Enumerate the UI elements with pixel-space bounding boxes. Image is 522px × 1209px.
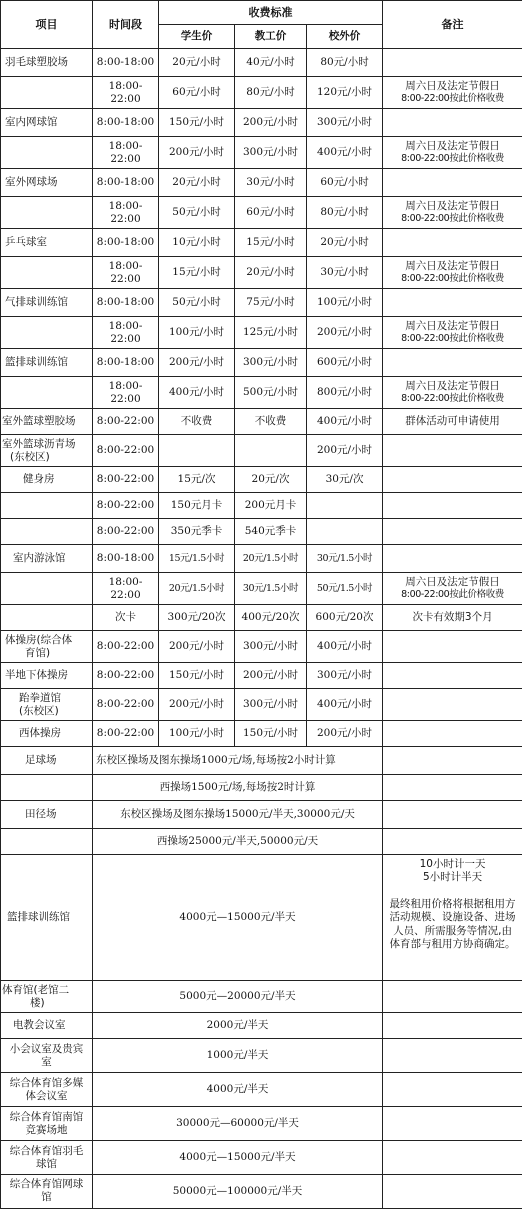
row-outside: 200元/小时 <box>307 317 383 349</box>
row-note <box>383 663 522 689</box>
row-time: 18:00-22:00 <box>93 317 159 349</box>
row-note <box>383 137 522 169</box>
row-name <box>1 1073 93 1107</box>
table-row <box>1 229 522 257</box>
table-row <box>1 981 522 1013</box>
row-time: 18:00-22:00 <box>93 197 159 229</box>
name-line-2: 馆 <box>2 1191 91 1204</box>
row-student: 150元/小时 <box>159 663 235 689</box>
row-time: 18:00-22:00 <box>93 137 159 169</box>
table-row <box>1 257 522 289</box>
row-staff: 300元/小时 <box>235 689 307 721</box>
row-outside: 30元/1.5小时 <box>307 545 383 573</box>
header-note: 备注 <box>383 1 522 49</box>
row-outside: 600元/20次 <box>307 605 383 631</box>
row-staff: 500元/小时 <box>235 377 307 409</box>
table-row <box>1 289 522 317</box>
row-staff: 20元/小时 <box>235 257 307 289</box>
row-note <box>383 1175 522 1209</box>
row-staff: 125元/小时 <box>235 317 307 349</box>
row-student: 50元/小时 <box>159 197 235 229</box>
note-line-1: 周六日及法定节假日 <box>384 380 521 393</box>
row-outside: 200元/小时 <box>307 721 383 747</box>
row-name <box>1 317 93 349</box>
row-time: 8:00-22:00 <box>93 519 159 545</box>
row-name: 足球场 <box>1 747 93 775</box>
row-time: 8:00-18:00 <box>93 545 159 573</box>
note-line-3: 最终租用价格将根据租用方活动规模、设施设备、进场人员、所需服务等情况,由体育部与租用方协商确定。 <box>389 898 516 951</box>
row-note <box>383 981 522 1013</box>
row-staff: 150元/小时 <box>235 721 307 747</box>
row-outside: 60元/小时 <box>307 169 383 197</box>
row-note <box>383 109 522 137</box>
row-staff: 300元/小时 <box>235 349 307 377</box>
row-student: 100元/小时 <box>159 721 235 747</box>
name-line-2: 球馆 <box>2 1158 91 1171</box>
row-staff: 20元/次 <box>235 467 307 493</box>
header-fee: 收费标准 <box>159 1 383 25</box>
row-outside: 50元/1.5小时 <box>307 573 383 605</box>
name-line-2: 室 <box>2 1056 91 1069</box>
row-name: 室内游泳馆 <box>1 545 93 573</box>
row-student: 400元/小时 <box>159 377 235 409</box>
row-name <box>1 519 93 545</box>
row-note <box>383 289 522 317</box>
note-line-1: 周六日及法定节假日 <box>384 140 521 153</box>
note-line-2: 8:00-22:00按此价格收费 <box>384 589 521 601</box>
row-student: 15元/小时 <box>159 257 235 289</box>
row-staff: 40元/小时 <box>235 49 307 77</box>
row-student <box>159 435 235 467</box>
row-note <box>383 1013 522 1039</box>
header-time: 时间段 <box>93 1 159 49</box>
row-student: 20元/小时 <box>159 169 235 197</box>
row-student: 200元/小时 <box>159 689 235 721</box>
row-staff: 60元/小时 <box>235 197 307 229</box>
table-row <box>1 1141 522 1175</box>
table-row <box>1 573 522 605</box>
row-name: 室外篮球塑胶场 <box>1 409 93 435</box>
row-name: 室内网球馆 <box>1 109 93 137</box>
table-row <box>1 377 522 409</box>
row-name: 电教会议室 <box>1 1013 93 1039</box>
row-outside: 400元/小时 <box>307 631 383 663</box>
row-time: 8:00-18:00 <box>93 109 159 137</box>
row-staff: 200元/小时 <box>235 663 307 689</box>
row-note <box>383 545 522 573</box>
row-student: 200元/小时 <box>159 349 235 377</box>
row-student: 50元/小时 <box>159 289 235 317</box>
header-staff: 教工价 <box>235 25 307 49</box>
row-name: 乒乓球室 <box>1 229 93 257</box>
row-time: 8:00-22:00 <box>93 689 159 721</box>
row-student: 200元/小时 <box>159 137 235 169</box>
table-row <box>1 801 522 829</box>
table-row <box>1 519 522 545</box>
row-fee: 西操场1500元/场,每场按2时计算 <box>93 775 383 801</box>
row-time: 8:00-22:00 <box>93 663 159 689</box>
name-line-1: 跆拳道馆 <box>19 692 91 705</box>
header-item: 项目 <box>1 1 93 49</box>
row-outside: 400元/小时 <box>307 689 383 721</box>
name-line-2: (东校区) <box>2 451 91 464</box>
table-row <box>1 49 522 77</box>
row-name: 半地下体操房 <box>1 663 93 689</box>
row-time: 8:00-18:00 <box>93 169 159 197</box>
note-line-2: 8:00-22:00按此价格收费 <box>384 273 521 285</box>
note-line-2: 5小时计半天 <box>389 871 516 884</box>
row-fee: 4000元—15000元/半天 <box>93 1141 383 1175</box>
row-fee: 2000元/半天 <box>93 1013 383 1039</box>
row-time: 8:00-22:00 <box>93 721 159 747</box>
row-note <box>383 631 522 663</box>
row-name <box>1 1175 93 1209</box>
row-note <box>383 377 522 409</box>
table-row <box>1 545 522 573</box>
row-staff: 400元/20次 <box>235 605 307 631</box>
row-time: 8:00-18:00 <box>93 229 159 257</box>
row-outside: 200元/小时 <box>307 435 383 467</box>
table-row <box>1 721 522 747</box>
row-staff: 不收费 <box>235 409 307 435</box>
row-name: 健身房 <box>1 467 93 493</box>
row-name <box>1 775 93 801</box>
row-name <box>1 377 93 409</box>
row-note <box>383 721 522 747</box>
row-student: 150元/小时 <box>159 109 235 137</box>
table-row <box>1 197 522 229</box>
row-name <box>1 631 93 663</box>
name-line-1: 体操房(综合体 <box>5 634 91 647</box>
row-note <box>383 829 522 855</box>
row-fee: 4000元—15000元/半天 <box>93 855 383 981</box>
name-line-1: 综合体育馆多媒 <box>2 1077 91 1090</box>
table-row <box>1 663 522 689</box>
row-note <box>383 573 522 605</box>
row-student: 200元/小时 <box>159 631 235 663</box>
row-staff <box>235 435 307 467</box>
row-note <box>383 169 522 197</box>
row-student: 150元月卡 <box>159 493 235 519</box>
row-name <box>1 605 93 631</box>
row-outside: 30元/次 <box>307 467 383 493</box>
row-staff: 200元/小时 <box>235 109 307 137</box>
row-fee: 1000元/半天 <box>93 1039 383 1073</box>
row-staff: 200元月卡 <box>235 493 307 519</box>
row-staff: 540元季卡 <box>235 519 307 545</box>
note-line-2: 8:00-22:00按此价格收费 <box>384 153 521 165</box>
row-outside: 400元/小时 <box>307 409 383 435</box>
row-staff: 30元/小时 <box>235 169 307 197</box>
name-line-1: 小会议室及贵宾 <box>2 1043 91 1056</box>
note-line-2: 8:00-22:00按此价格收费 <box>384 393 521 405</box>
row-time: 18:00-22:00 <box>93 257 159 289</box>
row-name: 西体操房 <box>1 721 93 747</box>
table-row <box>1 631 522 663</box>
row-student: 15元/次 <box>159 467 235 493</box>
row-time: 18:00-22:00 <box>93 377 159 409</box>
note-line-2: 8:00-22:00按此价格收费 <box>384 333 521 345</box>
row-note <box>383 317 522 349</box>
row-staff: 80元/小时 <box>235 77 307 109</box>
row-name <box>1 689 93 721</box>
row-fee: 5000元—20000元/半天 <box>93 981 383 1013</box>
row-name <box>1 1141 93 1175</box>
row-time: 8:00-22:00 <box>93 435 159 467</box>
row-name <box>1 197 93 229</box>
row-note <box>383 1141 522 1175</box>
row-time: 8:00-22:00 <box>93 493 159 519</box>
table-row <box>1 855 522 981</box>
row-student: 15元/1.5小时 <box>159 545 235 573</box>
row-time: 8:00-18:00 <box>93 349 159 377</box>
row-fee: 30000元—60000元/半天 <box>93 1107 383 1141</box>
table-row <box>1 77 522 109</box>
row-note <box>383 1039 522 1073</box>
table-row <box>1 409 522 435</box>
row-student: 100元/小时 <box>159 317 235 349</box>
row-staff: 15元/小时 <box>235 229 307 257</box>
note-line-1: 周六日及法定节假日 <box>384 200 521 213</box>
row-time: 18:00-22:00 <box>93 573 159 605</box>
row-outside: 800元/小时 <box>307 377 383 409</box>
row-name: 篮排球训练馆 <box>1 855 93 981</box>
row-fee: 50000元—100000元/半天 <box>93 1175 383 1209</box>
note-line-1: 周六日及法定节假日 <box>384 80 521 93</box>
table-row <box>1 1107 522 1141</box>
table-row <box>1 493 522 519</box>
row-outside: 600元/小时 <box>307 349 383 377</box>
header-student: 学生价 <box>159 25 235 49</box>
row-outside: 20元/小时 <box>307 229 383 257</box>
row-name: 羽毛球塑胶场 <box>1 49 93 77</box>
row-student: 10元/小时 <box>159 229 235 257</box>
note-line-1: 周六日及法定节假日 <box>384 260 521 273</box>
table-row <box>1 435 522 467</box>
note-line-1: 10小时计一天 <box>389 858 516 871</box>
row-time: 8:00-22:00 <box>93 631 159 663</box>
row-staff: 20元/1.5小时 <box>235 545 307 573</box>
row-note <box>383 689 522 721</box>
table-row <box>1 317 522 349</box>
row-outside: 80元/小时 <box>307 197 383 229</box>
name-line-1: 综合体育馆羽毛 <box>2 1145 91 1158</box>
row-name <box>1 435 93 467</box>
row-time: 8:00-18:00 <box>93 49 159 77</box>
row-name <box>1 493 93 519</box>
row-student: 350元季卡 <box>159 519 235 545</box>
row-name: 篮排球训练馆 <box>1 349 93 377</box>
name-line-1: 体育馆(老馆二 <box>2 984 91 997</box>
note-line-2: 8:00-22:00按此价格收费 <box>384 93 521 105</box>
row-name <box>1 981 93 1013</box>
row-time: 次卡 <box>93 605 159 631</box>
row-time: 8:00-18:00 <box>93 289 159 317</box>
table-row <box>1 775 522 801</box>
row-note <box>383 493 522 519</box>
row-fee: 4000元/半天 <box>93 1073 383 1107</box>
row-time: 8:00-22:00 <box>93 409 159 435</box>
row-name: 田径场 <box>1 801 93 829</box>
table-row <box>1 747 522 775</box>
row-name <box>1 1039 93 1073</box>
row-note <box>383 467 522 493</box>
row-outside: 300元/小时 <box>307 109 383 137</box>
name-line-2: 体会议室 <box>2 1090 91 1103</box>
table-row <box>1 829 522 855</box>
row-outside: 400元/小时 <box>307 137 383 169</box>
row-name <box>1 1107 93 1141</box>
table-row <box>1 689 522 721</box>
row-time: 8:00-22:00 <box>93 467 159 493</box>
header-outside: 校外价 <box>307 25 383 49</box>
row-outside: 300元/小时 <box>307 663 383 689</box>
row-fee: 西操场25000元/半天,50000元/天 <box>93 829 383 855</box>
row-note <box>383 1107 522 1141</box>
table-row <box>1 109 522 137</box>
row-name <box>1 829 93 855</box>
name-line-1: 室外篮球沥青场 <box>2 438 91 451</box>
row-note <box>383 77 522 109</box>
row-staff: 30元/1.5小时 <box>235 573 307 605</box>
name-line-2: (东校区) <box>19 705 91 718</box>
note-line-1: 周六日及法定节假日 <box>384 320 521 333</box>
row-name: 室外网球场 <box>1 169 93 197</box>
name-line-1: 综合体育馆南馆 <box>2 1111 91 1124</box>
table-row <box>1 169 522 197</box>
row-note <box>383 519 522 545</box>
row-note: 群体活动可申请使用 <box>383 409 522 435</box>
table-row <box>1 1175 522 1209</box>
row-name <box>1 573 93 605</box>
table-row <box>1 605 522 631</box>
row-note <box>383 801 522 829</box>
header-row <box>1 1 522 25</box>
row-outside <box>307 493 383 519</box>
row-staff: 300元/小时 <box>235 137 307 169</box>
row-name: 气排球训练馆 <box>1 289 93 317</box>
row-name <box>1 77 93 109</box>
row-student: 60元/小时 <box>159 77 235 109</box>
row-staff: 300元/小时 <box>235 631 307 663</box>
row-outside: 100元/小时 <box>307 289 383 317</box>
row-staff: 75元/小时 <box>235 289 307 317</box>
row-note <box>383 855 522 981</box>
row-time: 18:00-22:00 <box>93 77 159 109</box>
row-student: 不收费 <box>159 409 235 435</box>
table-row <box>1 137 522 169</box>
row-note <box>383 197 522 229</box>
row-fee: 东校区操场及图东操场15000元/半天,30000元/天 <box>93 801 383 829</box>
row-note <box>383 229 522 257</box>
name-line-2: 竞赛场地 <box>2 1124 91 1137</box>
row-name <box>1 137 93 169</box>
name-line-1: 综合体育馆网球 <box>2 1178 91 1191</box>
table-row <box>1 467 522 493</box>
table-row <box>1 1013 522 1039</box>
row-student: 20元/小时 <box>159 49 235 77</box>
row-student: 300元/20次 <box>159 605 235 631</box>
name-line-2: 楼) <box>2 997 91 1010</box>
table-row <box>1 349 522 377</box>
row-note <box>383 257 522 289</box>
row-student: 20元/1.5小时 <box>159 573 235 605</box>
row-note <box>383 435 522 467</box>
note-line-1: 周六日及法定节假日 <box>384 576 521 589</box>
row-outside: 80元/小时 <box>307 49 383 77</box>
row-note: 次卡有效期3个月 <box>383 605 522 631</box>
row-outside: 120元/小时 <box>307 77 383 109</box>
note-line-2: 8:00-22:00按此价格收费 <box>384 213 521 225</box>
row-outside <box>307 519 383 545</box>
row-note <box>383 349 522 377</box>
row-note <box>383 775 522 801</box>
table-row <box>1 1073 522 1107</box>
table-row <box>1 1039 522 1073</box>
row-outside: 30元/小时 <box>307 257 383 289</box>
row-note <box>383 747 522 775</box>
row-fee: 东校区操场及图东操场1000元/场,每场按2小时计算 <box>93 747 383 775</box>
row-note <box>383 49 522 77</box>
name-line-2: 育馆) <box>5 647 91 660</box>
row-name <box>1 257 93 289</box>
row-note <box>383 1073 522 1107</box>
